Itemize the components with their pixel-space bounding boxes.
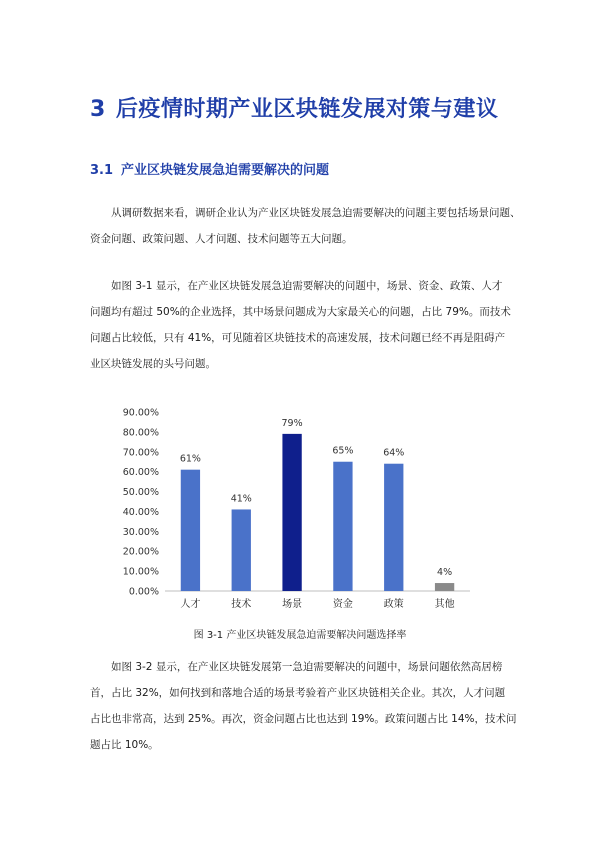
y-tick-label: 50.00% [122, 487, 159, 499]
x-tick-label: 场景 [282, 599, 303, 610]
y-tick-label: 10.00% [122, 566, 159, 578]
bar-资金 [333, 462, 352, 591]
bar-场景 [282, 434, 301, 591]
y-tick-label: 80.00% [122, 427, 159, 439]
paragraph-line: 首，占比 32%，如何找到和落地合适的场景考验着产业区块链相关企业。其次，人才问题 [90, 687, 506, 699]
y-tick-label: 0.00% [128, 586, 159, 598]
paragraph-line: 题占比 10%。 [90, 739, 159, 751]
subsection-heading [90, 159, 329, 178]
paragraph-line: 如图 3-1 显示，在产业区块链发展急迫需要解决的问题中，场景、资金、政策、人才 [111, 280, 503, 292]
y-tick-label: 70.00% [122, 447, 159, 459]
bar-技术 [232, 509, 251, 591]
x-tick-label: 技术 [231, 599, 252, 610]
data-label: 41% [230, 493, 252, 505]
figure-caption: 图 3-1 产业区块链发展急迫需要解决问题选择率 [193, 630, 407, 641]
paragraph-line: 如图 3-2 显示，在产业区块链发展第一急迫需要解决的问题中，场景问题依然高居榜 [111, 661, 503, 673]
data-label: 79% [281, 417, 303, 429]
data-label: 4% [437, 567, 453, 579]
paragraph-line: 占比也非常高，达到 25%。再次，资金问题占比也达到 19%。政策问题占比 14%，技术问 [90, 713, 517, 725]
bar-人才 [181, 470, 200, 591]
paragraph-1 [90, 200, 520, 252]
x-tick-label: 资金 [332, 599, 353, 610]
y-tick-label: 90.00% [122, 407, 159, 419]
paragraph-line: 问题占比较低，只有 41%，可见随着区块链技术的高速发展，技术问题已经不再是阻碍产 [90, 332, 506, 344]
y-tick-label: 20.00% [122, 546, 159, 558]
y-tick-label: 40.00% [122, 506, 159, 518]
y-tick-label: 30.00% [122, 526, 159, 538]
x-tick-label: 政策 [383, 599, 404, 610]
data-label: 64% [383, 447, 405, 459]
subsection-title: 产业区块链发展急迫需要解决的问题 [121, 163, 330, 178]
y-tick-label: 60.00% [122, 467, 159, 479]
data-label: 65% [332, 445, 354, 457]
paragraph-line: 资金问题、政策问题、人才问题、技术问题等五大问题。 [90, 233, 353, 245]
x-tick-label: 其他 [434, 599, 455, 610]
paragraph-2 [90, 273, 520, 377]
subsection-number: 3.1 [90, 163, 114, 178]
paragraph-3 [90, 654, 520, 758]
section-heading [90, 92, 498, 123]
bar-政策 [384, 464, 403, 591]
bar-其他 [435, 583, 454, 591]
section-number: 3 [90, 97, 106, 122]
paragraph-line: 问题均有超过 50%的企业选择，其中场景问题成为大家最关心的问题，占比 79%。而技术 [90, 306, 511, 318]
data-label: 61% [179, 453, 201, 465]
bar-chart-svg [120, 398, 480, 618]
section-title: 后疫情时期产业区块链发展对策与建议 [115, 97, 499, 122]
paragraph-line: 从调研数据来看，调研企业认为产业区块链发展急迫需要解决的问题主要包括场景问题、 [111, 207, 521, 219]
bar-chart [120, 398, 480, 618]
x-tick-label: 人才 [180, 599, 201, 610]
paragraph-line: 业区块链发展的头号问题。 [90, 358, 216, 370]
